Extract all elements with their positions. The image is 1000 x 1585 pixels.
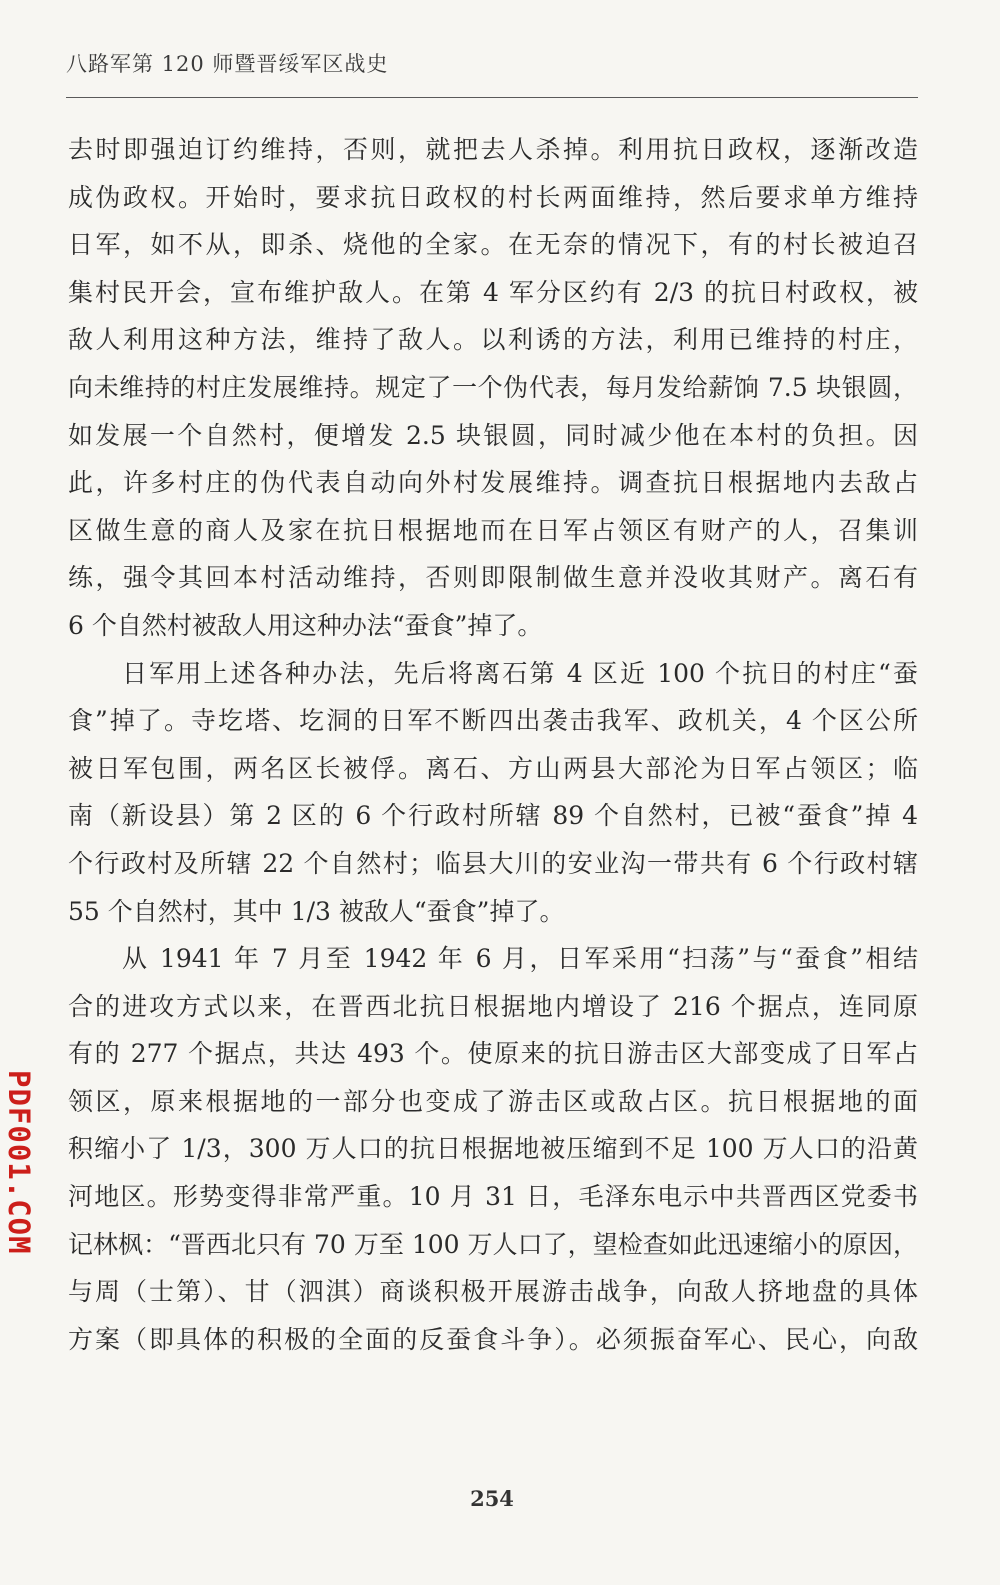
paragraph-line: 河地区。形势变得非常严重。10 月 31 日，毛泽东电示中共晋西区党委书 — [68, 1182, 918, 1212]
paragraph-line: 个行政村及所辖 22 个自然村；临县大川的安业沟一带共有 6 个行政村辖 — [68, 848, 918, 878]
paragraph-line: 日军用上述各种办法，先后将离石第 4 区近 100 个抗日的村庄“蚕 — [122, 658, 918, 688]
paragraph-line: 积缩小了 1/3，300 万人口的抗日根据地被压缩到不足 100 万人口的沿黄 — [68, 1134, 918, 1164]
paragraph-line: 南（新设县）第 2 区的 6 个行政村所辖 89 个自然村，已被“蚕食”掉 4 — [68, 801, 918, 831]
paragraph-line: 从 1941 年 7 月至 1942 年 6 月，日军采用“扫荡”与“蚕食”相结 — [122, 944, 918, 974]
body-text — [68, 126, 918, 1363]
paragraph-line: 领区，原来根据地的一部分也变成了游击区或敌占区。抗日根据地的面 — [68, 1086, 918, 1116]
paragraph-line: 55 个自然村，其中 1/3 被敌人“蚕食”掉了。 — [68, 896, 565, 926]
paragraph-line: 被日军包围，两名区长被俘。离石、方山两县大部沦为日军占领区；临 — [68, 753, 918, 783]
paragraph-line: 与周（士第）、甘（泗淇）商谈积极开展游击战争，向敌人挤地盘的具体 — [68, 1277, 918, 1307]
paragraph-line: 成伪政权。开始时，要求抗日政权的村长两面维持，然后要求单方维持 — [68, 182, 918, 212]
running-header: 八路军第 120 师暨晋绥军区战史 — [66, 52, 389, 76]
paragraph-line: 6 个自然村被敌人用这种办法“蚕食”掉了。 — [68, 610, 543, 640]
paragraph-line: 此，许多村庄的伪代表自动向外村发展维持。调查抗日根据地内去敌占 — [68, 468, 918, 498]
paragraph-line: 如发展一个自然村，便增发 2.5 块银圆，同时减少他在本村的负担。因 — [68, 420, 918, 450]
page-number: 254 — [470, 1486, 514, 1511]
watermark: PDF001.COM — [2, 1070, 36, 1255]
paragraph-line: 食”掉了。寺圪塔、圪洞的日军不断四出袭击我军、政机关，4 个区公所 — [68, 706, 918, 736]
paragraph-line: 合的进攻方式以来，在晋西北抗日根据地内增设了 216 个据点，连同原 — [68, 991, 918, 1021]
paragraph-line: 方案（即具体的积极的全面的反蚕食斗争）。必须振奋军心、民心，向敌 — [68, 1324, 918, 1354]
paragraph-line: 集村民开会，宣布维护敌人。在第 4 军分区约有 2/3 的抗日村政权，被 — [68, 277, 918, 307]
paragraph-line: 去时即强迫订约维持，否则，就把去人杀掉。利用抗日政权，逐渐改造 — [68, 135, 918, 164]
paragraph-line: 有的 277 个据点，共达 493 个。使原来的抗日游击区大部变成了日军占 — [68, 1039, 918, 1069]
paragraph-line: 日军，如不从，即杀、烧他的全家。在无奈的情况下，有的村长被迫召 — [68, 230, 918, 260]
paragraph-line: 记林枫：“晋西北只有 70 万至 100 万人口了，望检查如此迅速缩小的原因， — [68, 1229, 918, 1259]
header-divider — [66, 97, 918, 98]
paragraph-line: 向未维持的村庄发展维持。规定了一个伪代表，每月发给薪饷 7.5 块银圆， — [68, 372, 918, 402]
paragraph-line: 敌人利用这种方法，维持了敌人。以利诱的方法，利用已维持的村庄， — [68, 325, 918, 355]
paragraph-line: 区做生意的商人及家在抗日根据地而在日军占领区有财产的人，召集训 — [68, 515, 918, 545]
paragraph-line: 练，强令其回本村活动维持，否则即限制做生意并没收其财产。离石有 — [68, 563, 918, 593]
